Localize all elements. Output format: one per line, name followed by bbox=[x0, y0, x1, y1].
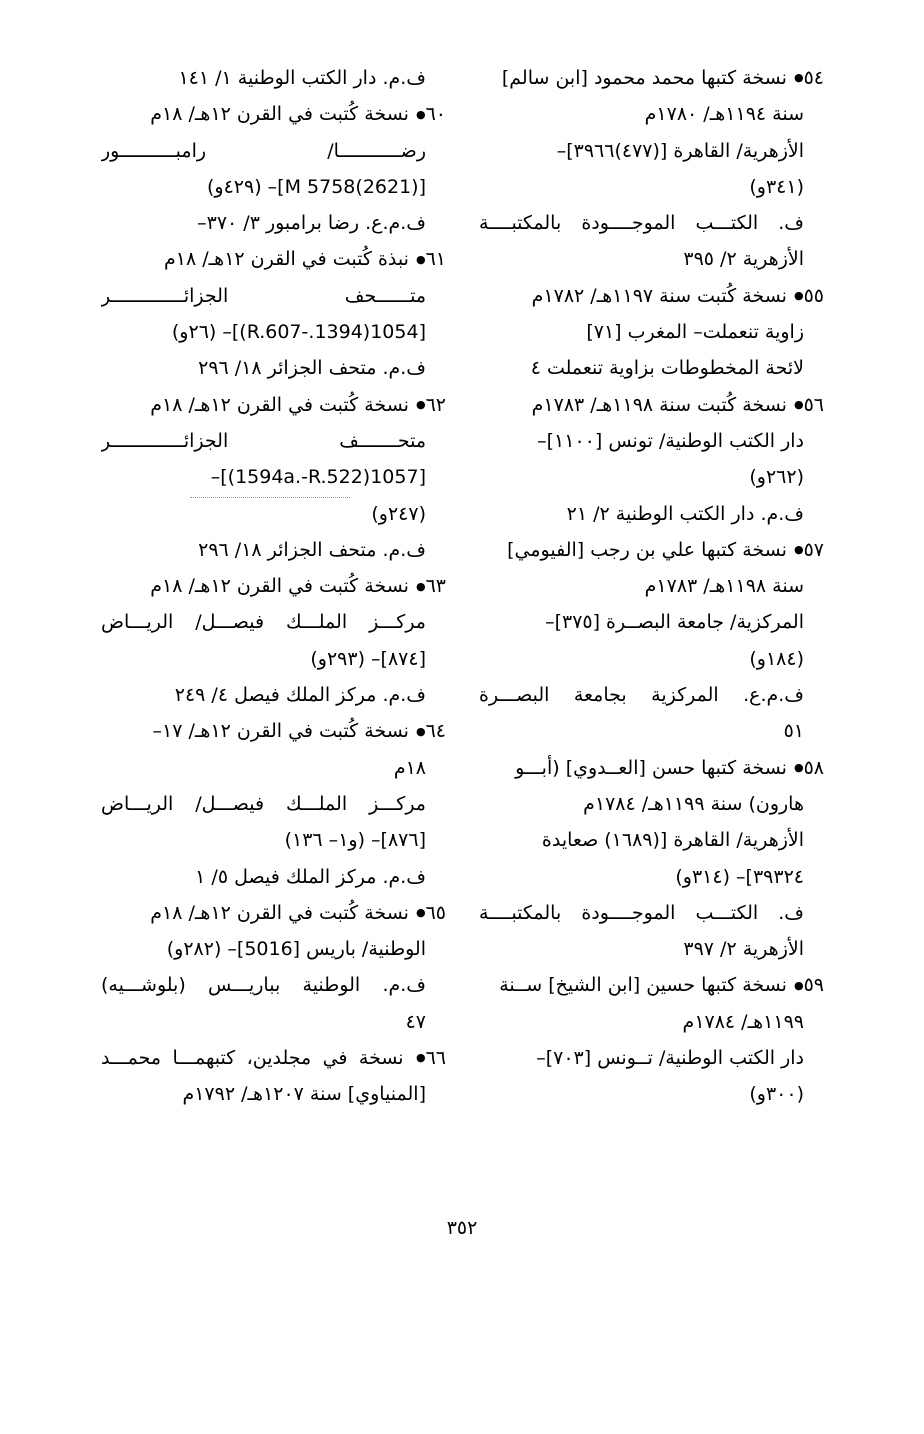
entry-heading bbox=[101, 241, 446, 277]
entry-number: ٦٤ bbox=[425, 720, 446, 743]
bullet-icon: ● bbox=[793, 289, 804, 303]
entry-number: ٦٢ bbox=[425, 393, 446, 416]
entry-line: [٨٧٦]– (و١– ١٣٦) bbox=[284, 829, 426, 852]
entry-line: متــــــحف الجزائـــــــــــــر bbox=[101, 284, 426, 307]
left-column bbox=[101, 60, 446, 1113]
dotted-separator bbox=[190, 497, 350, 498]
entry-heading bbox=[479, 278, 824, 314]
entry-line: (٢٤٧و) bbox=[371, 502, 426, 525]
entry-line: (٣٤١و) bbox=[749, 175, 804, 198]
entry-text: نبذة كُتبت في القرن ١٢هـ/ ١٨م bbox=[163, 248, 415, 271]
entry-line: الأزهرية/ القاهرة [(٤٧٧)٣٩٦٦]– bbox=[556, 139, 804, 162]
entry-number: ٥٥ bbox=[803, 284, 824, 307]
entry-line: رضـــــــــــا/ رامبــــــــــور bbox=[101, 139, 426, 162]
entry-line: سنة ١١٩٨هـ/ ١٧٨٣م bbox=[644, 575, 804, 598]
bullet-icon: ● bbox=[415, 906, 426, 920]
entry-number: ٥٤ bbox=[803, 67, 824, 89]
entry-line: ف. الكتـــب الموجــــودة بالمكتبــــة bbox=[479, 212, 804, 235]
entry-heading bbox=[479, 60, 824, 96]
entry-number: ٦٣ bbox=[425, 575, 446, 598]
entry-line: دار الكتب الوطنية/ تــونس [٧٠٣]– bbox=[536, 1047, 804, 1070]
entry-line: متحـــــــف الجزائـــــــــــــر bbox=[101, 429, 426, 452]
entry-number: ٥٩ bbox=[803, 974, 824, 997]
entry-line: ف.م. متحف الجزائر ١٨/ ٢٩٦ bbox=[198, 538, 426, 561]
bullet-icon: ● bbox=[415, 1051, 426, 1065]
entry-line: ٤٧ bbox=[405, 1010, 426, 1033]
entry-line: مركـــز الملـــك فيصـــل/ الريـــاض bbox=[101, 792, 426, 815]
entry-line: [1057(1594a.-R.522)]– bbox=[210, 466, 426, 489]
entry-number: ٥٧ bbox=[803, 538, 824, 561]
entry-line: [المنياوي] سنة ١٢٠٧هـ/ ١٧٩٢م bbox=[182, 1083, 426, 1106]
entry-line: مركـــز الملـــك فيصـــل/ الريـــاض bbox=[101, 611, 426, 634]
bullet-icon: ● bbox=[415, 579, 426, 593]
bullet-icon: ● bbox=[793, 543, 804, 557]
entry-heading bbox=[101, 387, 446, 423]
right-column bbox=[479, 60, 824, 1113]
bullet-icon: ● bbox=[415, 398, 426, 412]
entry-heading bbox=[101, 1040, 446, 1076]
entry-text: نسخة كُتبت في القرن ١٢هـ/ ١٧– bbox=[152, 720, 415, 743]
entry-text: نسخة في مجلدين، كتبهمـــا محمـــد bbox=[101, 1047, 415, 1070]
page-number: ٣٥٢ bbox=[446, 1217, 478, 1239]
entry-heading bbox=[479, 967, 824, 1003]
entry-line: الأزهرية ٢/ ٣٩٥ bbox=[683, 248, 804, 271]
entry-text: نسخة كتبها محمد محمود [ابن سالم] bbox=[501, 67, 793, 89]
entry-line: المركزية/ جامعة البصــرة [٣٧٥]– bbox=[545, 611, 804, 634]
entry-number: ٥٨ bbox=[803, 756, 824, 779]
bullet-icon: ● bbox=[793, 760, 804, 774]
entry-line: [1054(1394.-R.607)]– (٢٦و) bbox=[171, 321, 426, 344]
entry-text: نسخة كُتبت في القرن ١٢هـ/ ١٨م bbox=[150, 901, 415, 924]
bullet-icon: ● bbox=[793, 978, 804, 992]
entry-text: نسخة كُتبت في القرن ١٢هـ/ ١٨م bbox=[150, 393, 415, 416]
entry-line: سنة ١١٩٤هـ/ ١٧٨٠م bbox=[644, 103, 804, 126]
entry-line: لائحة المخطوطات بزاوية تنعملت ٤ bbox=[530, 357, 804, 380]
bullet-icon: ● bbox=[415, 252, 426, 266]
entry-line: هارون) سنة ١١٩٩هـ/ ١٧٨٤م bbox=[583, 792, 804, 815]
entry-text: نسخة كُتبت سنة ١١٩٧هـ/ ١٧٨٢م bbox=[531, 284, 793, 307]
entry-line: (٣٠٠و) bbox=[749, 1083, 804, 1106]
entry-text: نسخة كُتبت في القرن ١٢هـ/ ١٨م bbox=[150, 575, 415, 598]
bullet-icon: ● bbox=[793, 398, 804, 412]
entry-line: (٢٦٢و) bbox=[749, 466, 804, 489]
entry-line: ف.م. دار الكتب الوطنية ٢/ ٢١ bbox=[566, 502, 804, 525]
entry-line: الأزهرية ٢/ ٣٩٧ bbox=[683, 938, 804, 961]
entry-heading bbox=[101, 895, 446, 931]
entry-text: نسخة كتبها علي بن رجب [الفيومي] bbox=[507, 538, 793, 561]
entry-line: [٨٧٤]– (٢٩٣و) bbox=[310, 647, 426, 670]
entry-line: الأزهرية/ القاهرة [(١٦٨٩) صعايدة bbox=[541, 829, 804, 852]
entry-line: ف.م. مركز الملك فيصل ٤/ ٢٤٩ bbox=[174, 684, 426, 707]
bullet-icon: ● bbox=[793, 71, 804, 85]
entry-text: نسخة كتبها حسن [العــدوي] (أبـــو bbox=[515, 756, 793, 779]
entry-line: ف.م.ع. المركزية بجامعة البصـــرة bbox=[479, 684, 804, 707]
entry-number: ٦٦ bbox=[425, 1047, 446, 1070]
entry-line: الوطنية/ باريس [5016]– (٢٨٢و) bbox=[166, 938, 426, 961]
entry-line: ٣٩٣٢٤]– (٣١٤و) bbox=[675, 865, 804, 888]
bullet-icon: ● bbox=[415, 107, 426, 121]
entry-line: ف.م. مركز الملك فيصل ٥/ ١ bbox=[195, 865, 426, 888]
entry-line: ف. الكتـــب الموجــــودة بالمكتبــــة bbox=[479, 901, 804, 924]
entry-line: دار الكتب الوطنية/ تونس [١١٠٠]– bbox=[537, 429, 804, 452]
entry-line: زاوية تنعملت– المغرب [٧١] bbox=[586, 321, 804, 344]
entry-heading bbox=[101, 568, 446, 604]
entry-text: نسخة كُتبت في القرن ١٢هـ/ ١٨م bbox=[150, 103, 415, 126]
entry-line: ١٨م bbox=[393, 756, 426, 779]
entry-heading bbox=[479, 387, 824, 423]
entry-line: ١١٩٩هـ/ ١٧٨٤م bbox=[682, 1010, 804, 1033]
entry-heading bbox=[479, 750, 824, 786]
entry-text: نسخة كتبها حسين [ابن الشيخ] ســنة bbox=[499, 974, 793, 997]
entry-line: ف.م.ع. رضا برامبور ٣/ ٣٧٠– bbox=[197, 212, 426, 235]
entry-line: [(2621)5758 M]– (٤٢٩و) bbox=[206, 175, 426, 198]
entry-line: ف.م. دار الكتب الوطنية ١/ ١٤١ bbox=[178, 67, 426, 89]
entry-text: نسخة كُتبت سنة ١١٩٨هـ/ ١٧٨٣م bbox=[531, 393, 793, 416]
entry-number: ٦٥ bbox=[425, 901, 446, 924]
entry-heading bbox=[479, 532, 824, 568]
entry-heading bbox=[101, 96, 446, 132]
entry-line: ف.م. متحف الجزائر ١٨/ ٢٩٦ bbox=[198, 357, 426, 380]
entry-line: ٥١ bbox=[783, 720, 804, 743]
entry-heading bbox=[101, 713, 446, 749]
entry-number: ٥٦ bbox=[803, 393, 824, 416]
entry-number: ٦١ bbox=[425, 248, 446, 271]
entry-line: ف.م. الوطنية بباريـــس (بلوشـــيه) bbox=[101, 974, 426, 997]
entry-line: (١٨٤و) bbox=[749, 647, 804, 670]
entry-number: ٦٠ bbox=[425, 103, 446, 126]
bullet-icon: ● bbox=[415, 724, 426, 738]
